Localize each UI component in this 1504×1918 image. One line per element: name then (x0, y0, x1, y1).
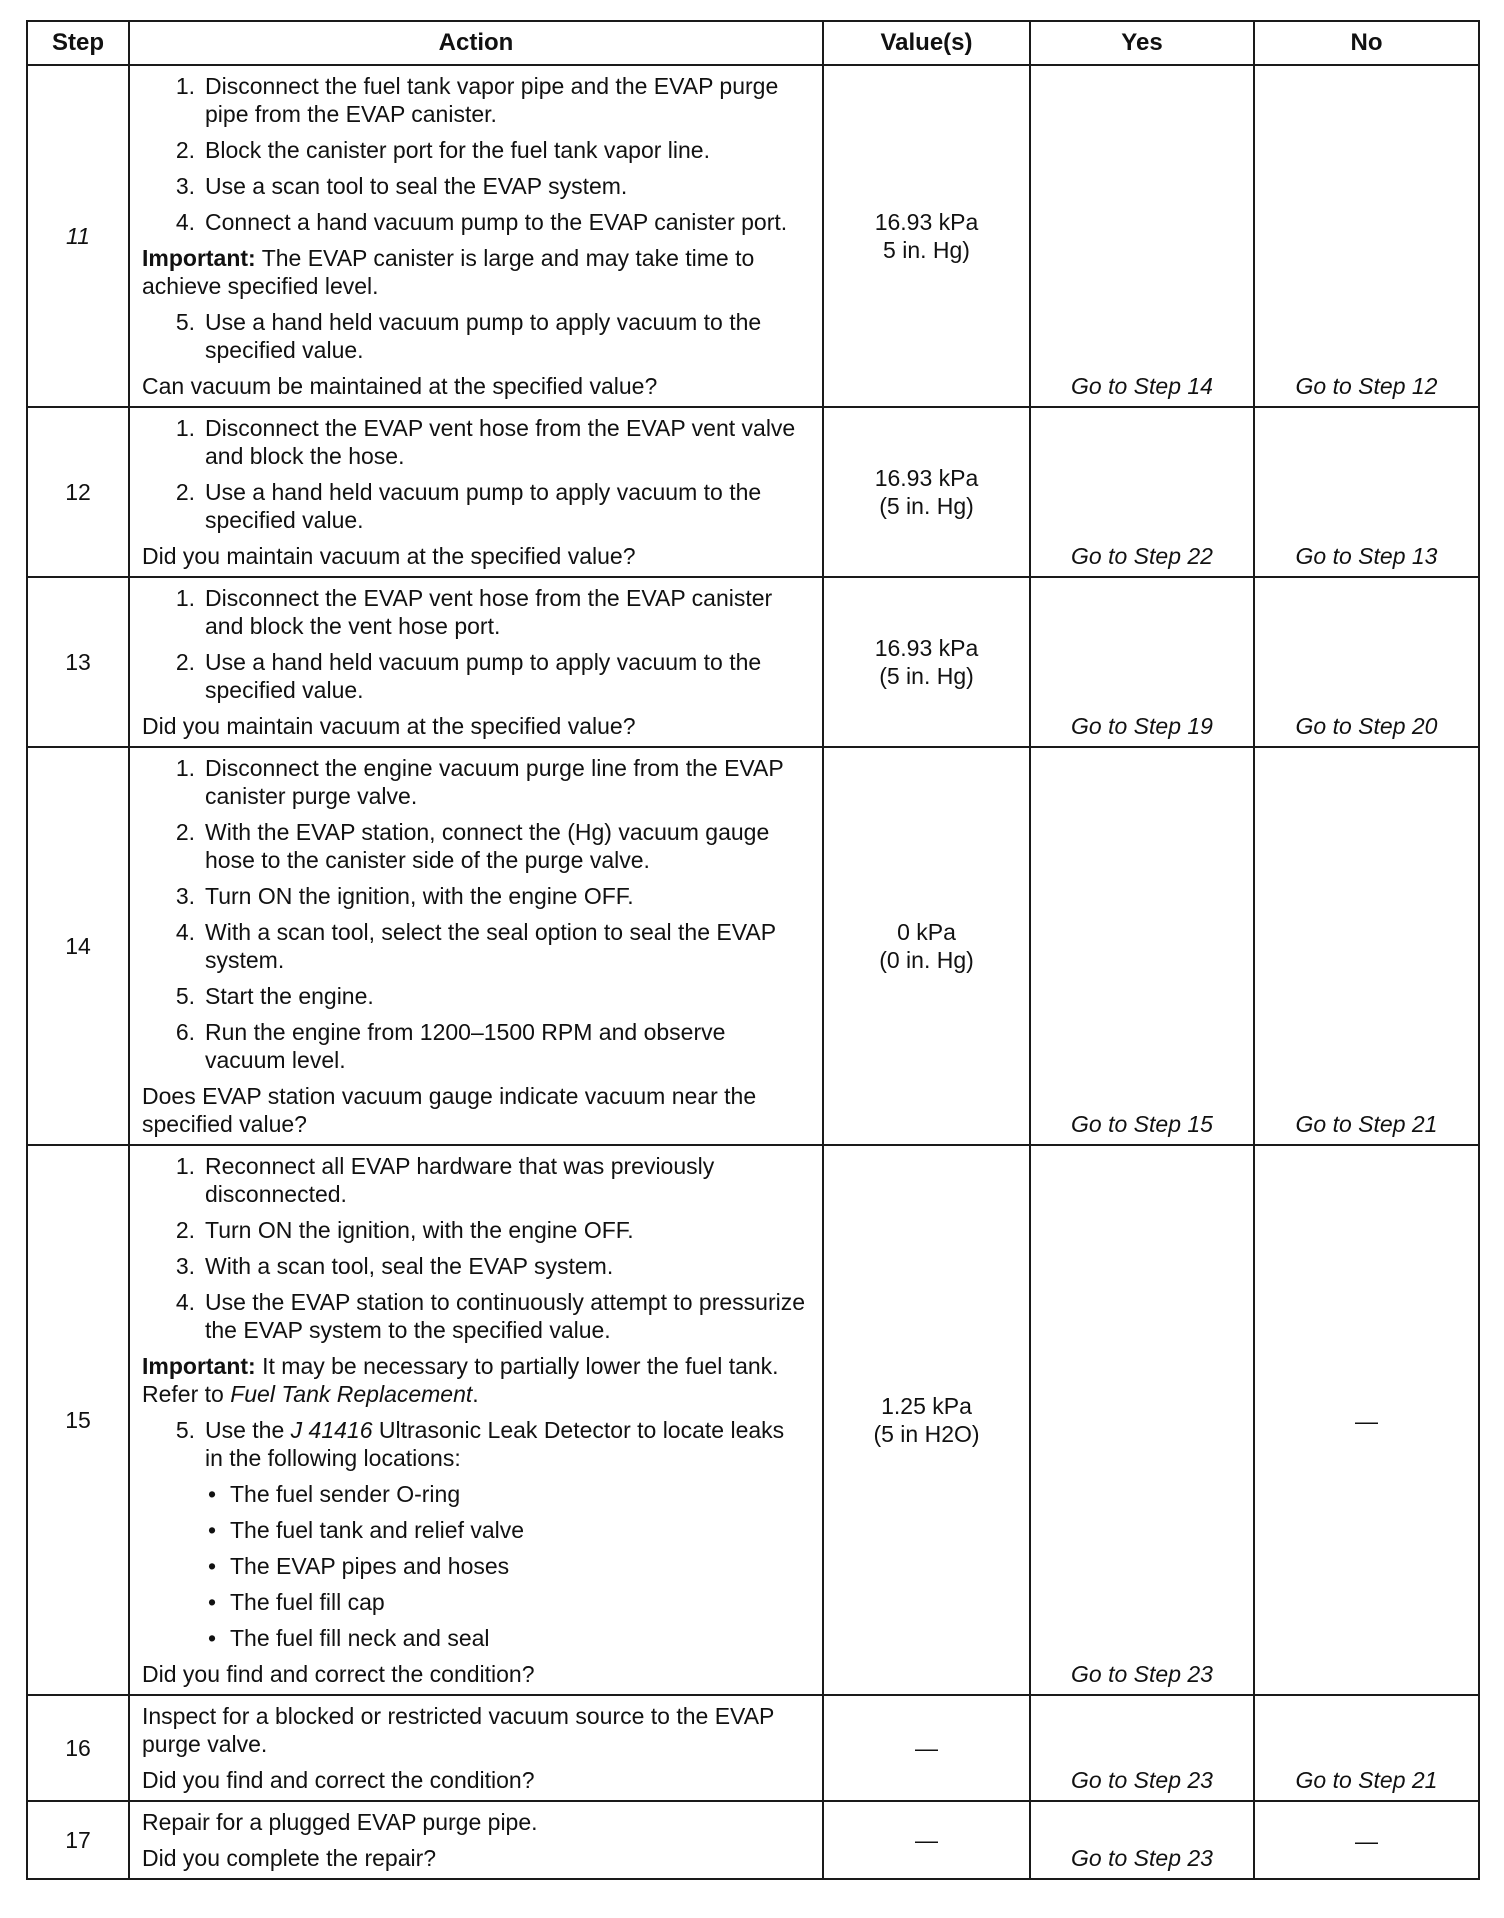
question-text: Did you find and correct the condition? (142, 1767, 535, 1793)
list-item: 5. Start the engine. (175, 983, 374, 1009)
yes-cell: Go to Step 14 (1030, 65, 1254, 407)
value-cell: — (823, 1695, 1030, 1801)
question-text: Did you find and correct the condition? (142, 1661, 535, 1687)
list-item: 1. Disconnect the engine vacuum purge line from the EVAP canister purge valve. (175, 755, 784, 809)
question-text: Did you maintain vacuum at the specified value? (142, 713, 636, 739)
list-item: 1. Disconnect the EVAP vent hose from the EVAP canister and block the vent hose port. (175, 585, 773, 639)
action-cell (129, 407, 823, 577)
question-text: Can vacuum be maintained at the specified value? (142, 373, 658, 399)
header-values: Value(s) (823, 21, 1030, 65)
step-number: 12 (27, 407, 129, 577)
question-text: Did you complete the repair? (142, 1845, 437, 1871)
bullet-item: • The fuel sender O-ring (208, 1481, 461, 1507)
header-row (27, 21, 1479, 65)
bullet-item: • The fuel fill cap (208, 1589, 385, 1615)
step-number: 15 (27, 1145, 129, 1695)
action-cell (129, 577, 823, 747)
yes-cell: Go to Step 19 (1030, 577, 1254, 747)
action-cell (129, 65, 823, 407)
table-row-step-16 (27, 1695, 1479, 1801)
list-item: 4. Use the EVAP station to continuously attempt to pressurize the EVAP system to the specified value. (175, 1289, 806, 1343)
question-text: Does EVAP station vacuum gauge indicate vacuum near the specified value? (142, 1083, 757, 1137)
list-item: 4. Connect a hand vacuum pump to the EVAP canister port. (175, 209, 788, 235)
list-item: 1. Disconnect the EVAP vent hose from the EVAP vent valve and block the hose. (175, 415, 796, 469)
yes-cell: Go to Step 15 (1030, 747, 1254, 1145)
list-item: 2. Use a hand held vacuum pump to apply vacuum to the specified value. (175, 479, 762, 533)
step-number: 11 (27, 65, 129, 407)
value-cell (823, 577, 1030, 747)
action-cell (129, 747, 823, 1145)
question-text: Did you maintain vacuum at the specified value? (142, 543, 636, 569)
reference-link: Fuel Tank Replacement (230, 1381, 473, 1407)
value-hg: (5 in. Hg) (879, 663, 974, 689)
list-item: 5. Use a hand held vacuum pump to apply vacuum to the specified value. (175, 309, 762, 363)
list-item: 6. Run the engine from 1200–1500 RPM and observe vacuum level. (175, 1019, 726, 1073)
important-note: Important: The EVAP canister is large and may take time to achieve specified level. (142, 245, 755, 299)
list-item: 4. With a scan tool, select the seal option to seal the EVAP system. (175, 919, 776, 973)
list-item: 3. With a scan tool, seal the EVAP system. (175, 1253, 614, 1279)
header-step: Step (27, 21, 129, 65)
no-cell: Go to Step 12 (1254, 65, 1479, 407)
bullet-item: • The fuel tank and relief valve (208, 1517, 525, 1543)
list-item: 2. Use a hand held vacuum pump to apply vacuum to the specified value. (175, 649, 762, 703)
no-cell: — (1254, 1145, 1479, 1695)
bullet-icon: • (208, 1625, 217, 1651)
value-kpa: 16.93 kPa (874, 465, 979, 491)
header-yes: Yes (1030, 21, 1254, 65)
value-kpa: 16.93 kPa (874, 209, 979, 235)
value-h2o: (5 in H2O) (873, 1421, 980, 1447)
bullet-icon: • (208, 1589, 217, 1615)
list-item: 2. Block the canister port for the fuel tank vapor line. (175, 137, 710, 163)
action-text: Inspect for a blocked or restricted vacuum source to the EVAP purge valve. (142, 1703, 774, 1757)
table-row-step-13 (27, 577, 1479, 747)
no-cell: — (1254, 1801, 1479, 1879)
step-number: 17 (27, 1801, 129, 1879)
bullet-icon: • (208, 1553, 217, 1579)
bullet-item: • The EVAP pipes and hoses (208, 1553, 510, 1579)
action-text: Repair for a plugged EVAP purge pipe. (142, 1809, 538, 1835)
no-cell: Go to Step 13 (1254, 407, 1479, 577)
bullet-icon: • (208, 1481, 217, 1507)
action-cell (129, 1801, 823, 1879)
step-number: 14 (27, 747, 129, 1145)
list-item: 2. Turn ON the ignition, with the engine OFF. (175, 1217, 634, 1243)
yes-cell: Go to Step 22 (1030, 407, 1254, 577)
yes-cell: Go to Step 23 (1030, 1145, 1254, 1695)
diagnostic-table (26, 20, 1480, 1880)
no-cell: Go to Step 21 (1254, 747, 1479, 1145)
list-item: 2. With the EVAP station, connect the (Hg) vacuum gauge hose to the canister side of the purge valve. (175, 819, 770, 873)
no-cell: Go to Step 20 (1254, 577, 1479, 747)
no-cell: Go to Step 21 (1254, 1695, 1479, 1801)
table-row-step-15 (27, 1145, 1479, 1695)
table-row-step-12 (27, 407, 1479, 577)
value-kpa: 0 kPa (897, 919, 956, 945)
yes-cell: Go to Step 23 (1030, 1695, 1254, 1801)
step-number: 16 (27, 1695, 129, 1801)
header-no: No (1254, 21, 1479, 65)
table-row-step-14 (27, 747, 1479, 1145)
value-cell (823, 65, 1030, 407)
value-hg: (5 in. Hg) (879, 493, 974, 519)
action-cell (129, 1145, 823, 1695)
value-cell (823, 747, 1030, 1145)
value-hg: 5 in. Hg) (883, 237, 970, 263)
list-item: 1. Disconnect the fuel tank vapor pipe and the EVAP purge pipe from the EVAP canister. (175, 73, 779, 127)
value-cell (823, 1145, 1030, 1695)
action-cell (129, 1695, 823, 1801)
value-cell (823, 407, 1030, 577)
list-item: 5. Use the J 41416 Ultrasonic Leak Detector to locate leaks in the following locations: (175, 1417, 785, 1471)
important-note: Important: It may be necessary to partially lower the fuel tank. Refer to Fuel Tank Replacement. (142, 1353, 779, 1407)
tool-reference: J 41416 (290, 1417, 373, 1443)
value-hg: (0 in. Hg) (879, 947, 974, 973)
list-item: 3. Turn ON the ignition, with the engine OFF. (175, 883, 634, 909)
value-kpa: 1.25 kPa (881, 1393, 972, 1419)
table-row-step-17 (27, 1801, 1479, 1879)
value-cell: — (823, 1801, 1030, 1879)
bullet-icon: • (208, 1517, 217, 1543)
value-kpa: 16.93 kPa (874, 635, 979, 661)
table-row-step-11 (27, 65, 1479, 407)
list-item: 3. Use a scan tool to seal the EVAP system. (175, 173, 628, 199)
bullet-item: • The fuel fill neck and seal (208, 1625, 490, 1651)
header-action: Action (129, 21, 823, 65)
yes-cell: Go to Step 23 (1030, 1801, 1254, 1879)
step-number: 13 (27, 577, 129, 747)
list-item: 1. Reconnect all EVAP hardware that was previously disconnected. (175, 1153, 715, 1207)
